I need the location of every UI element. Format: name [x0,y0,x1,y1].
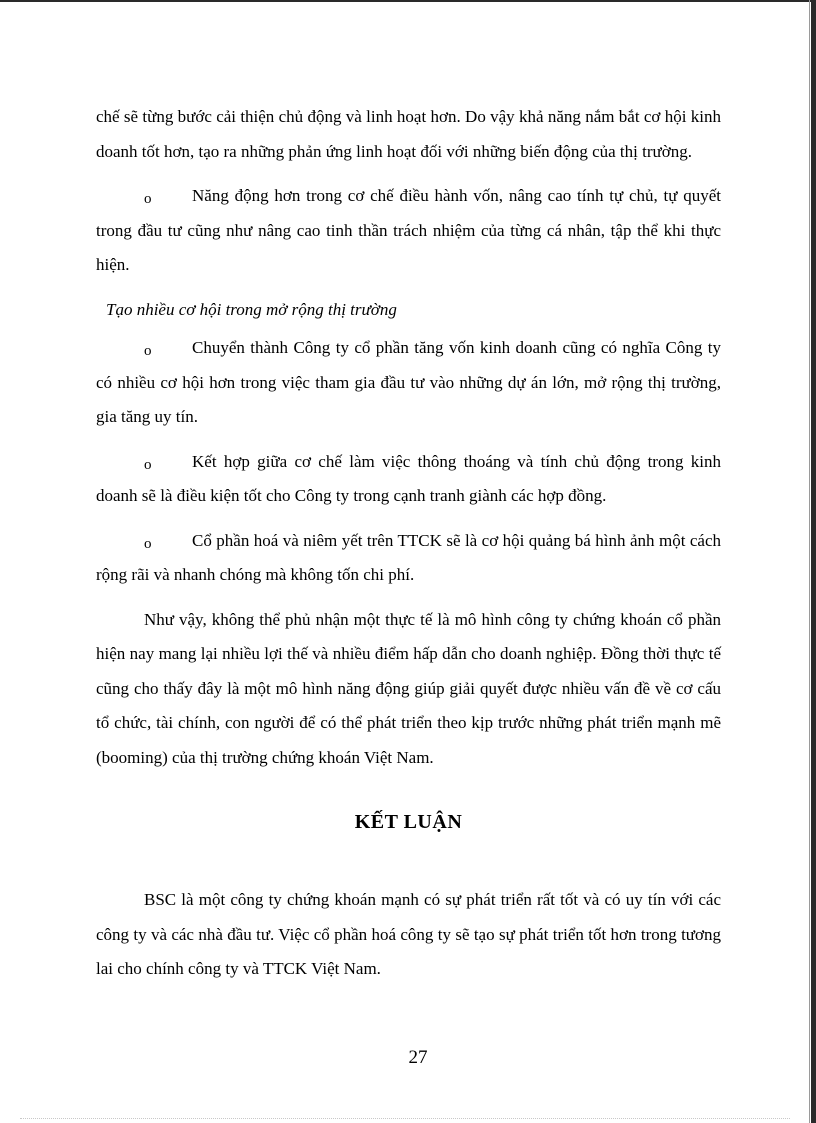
bullet-text-4: Cổ phần hoá và niêm yết trên TTCK sẽ là cơ hội quảng bá hình ảnh một cách rộng rãi và nhanh chóng mà không tốn chi phí. [96,530,721,584]
bullet-marker-icon: o [144,535,152,552]
summary-paragraph: Như vậy, không thể phủ nhận một thực tế là mô hình công ty chứng khoán cổ phần hiện nay mang lại nhiều lợi thế và nhiều điểm hấp dẫn cho doanh nghiệp. Đồng thời thực tế cũng cho thấy đây là một mô hình năng động giúp giải quyết được nhiều vấn đề về cơ cấu tổ chức, tài chính, con người để có thể phát triển theo kịp trước những phát triển mạnh mẽ (booming) của thị trường chứng khoán Việt Nam. [96,609,721,767]
bullet-item-1 [96,179,721,283]
page-frame-bottom [20,1118,790,1119]
bullet-item-3 [96,445,721,514]
page-frame-right [811,0,816,1123]
page-body [96,100,721,997]
conclusion-paragraph: BSC là một công ty chứng khoán mạnh có sự phát triển rất tốt và có uy tín với các công ty và các nhà đầu tư. Việc cổ phần hoá công ty sẽ tạo sự phát triển tốt hơn trong tương lai cho chính công ty và TTCK Việt Nam. [96,890,721,978]
page-frame-right-inner [809,0,810,1123]
page-frame-top [0,0,816,2]
bullet-marker-icon: o [144,456,152,473]
bullet-text-2: Chuyển thành Công ty cổ phần tăng vốn kinh doanh cũng có nghĩa Công ty có nhiều cơ hội hơn trong việc tham gia đầu tư vào những dự án lớn, mở rộng thị trường, gia tăng uy tín. [96,338,721,426]
bullet-text-1: Năng động hơn trong cơ chế điều hành vốn, nâng cao tính tự chủ, tự quyết trong đầu tư cũng như nâng cao tinh thần trách nhiệm của từng cá nhân, tập thể khi thực hiện. [96,186,721,274]
bullet-marker-icon: o [144,343,152,359]
bullet-item-4 [96,524,721,593]
bullet-item-2 [96,331,721,435]
page-number: 27 [408,1047,428,1068]
conclusion-heading: KẾT LUẬN [354,811,463,833]
bullet-marker-icon: o [144,191,152,207]
bullet-text-3: Kết hợp giữa cơ chế làm việc thông thoáng và tính chủ động trong kinh doanh sẽ là điều kiện tốt cho Công ty trong cạnh tranh giành các hợp đồng. [96,451,721,505]
continuation-paragraph: chế sẽ từng bước cải thiện chủ động và linh hoạt hơn. Do vậy khả năng nắm bắt cơ hội kinh doanh tốt hơn, tạo ra những phản ứng linh hoạt đối với những biến động của thị trường. [96,107,721,161]
subheading: Tạo nhiều cơ hội trong mở rộng thị trường [106,299,397,319]
